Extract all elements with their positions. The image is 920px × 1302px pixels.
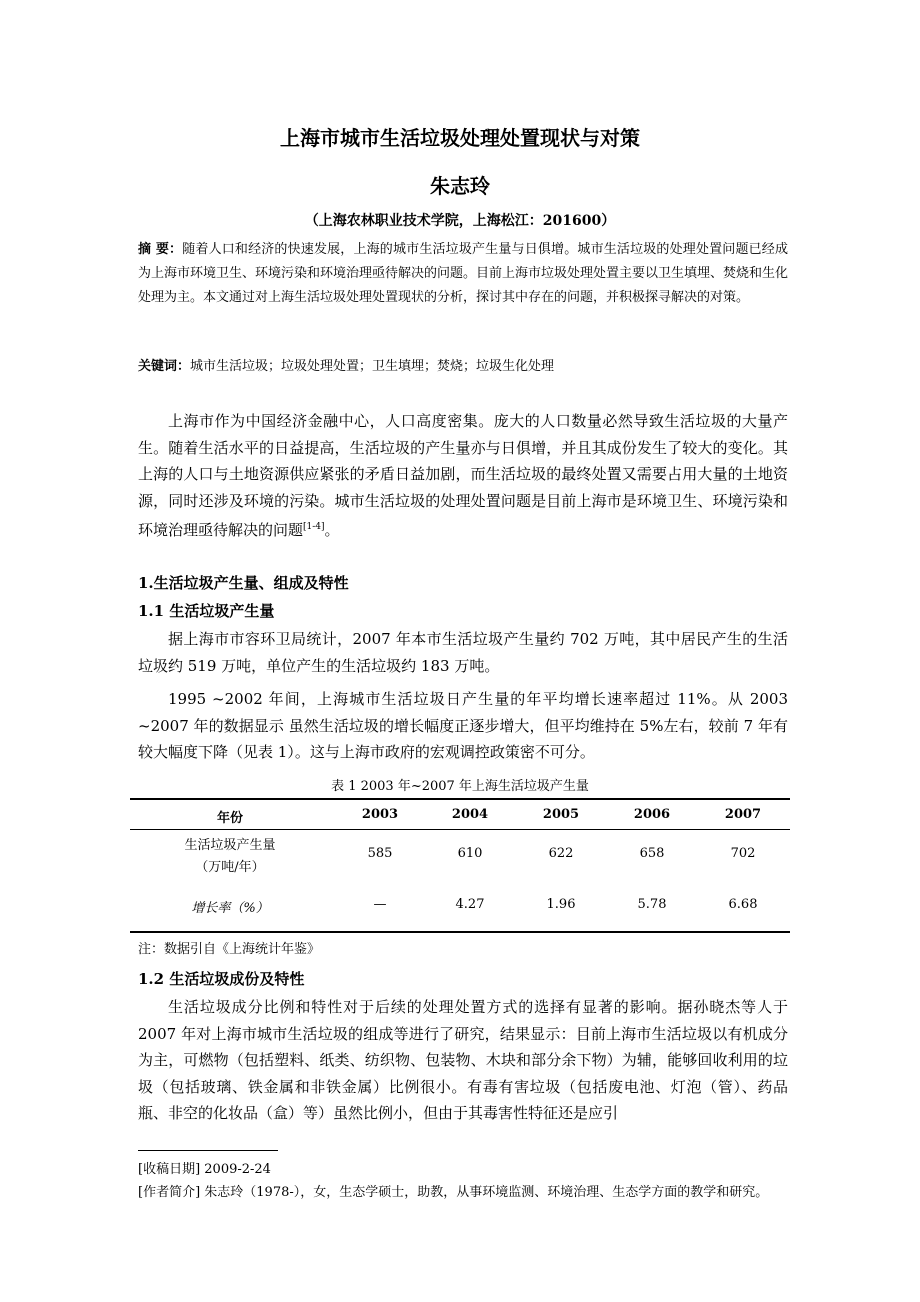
table-row-label: 增长率（%） [191,901,269,916]
author-affiliation: （上海农林职业技术学院，上海松江：201600） [304,213,616,229]
table-note: 注：数据引自《上海统计年鉴》 [138,942,321,957]
table-cell: — [373,897,387,912]
intro-citation: [1-4] [303,522,325,532]
intro-end: 。 [324,521,340,539]
table-cell: 658 [639,846,665,861]
table-row-label-unit: （万吨/年） [195,860,265,875]
abstract-label: 摘 要： [138,242,183,257]
table-bottom-rule [130,931,790,933]
intro-text: 上海市作为中国经济金融中心，人口高度密集。庞大的人口数量必然导致生活垃圾的大量产生。随着生活水平的日益提高，生活垃圾的产生量亦与日俱增，并且其成份发生了较大的变化。其上海的人口与土地资源供应紧张的矛盾日益加剧，而生活垃圾的最终处置又需要占用大量的土地资源，同时还涉及环境的污染。城市生活垃圾的处理处置问题是目前上海市是环境卫生、环境污染和环境治理亟待解决的问题 [138,412,788,539]
table-header-rule [130,829,790,830]
footnote-received-date: [收稿日期] 2009-2-24 [138,1162,271,1177]
table-header-cell: 年份 [216,811,243,826]
table-row-label: 生活垃圾产生量 [184,838,276,853]
table-header-cell: 2004 [451,807,489,822]
section-1-1-paragraph-2: 1995 ~2002 年间，上海城市生活垃圾日产生量的年平均增长速率超过 11%。从 2003 ~2007 年的数据显示 虽然生活垃圾的增长幅度正逐步增大，但平均维持在 5%左右，较前 7 年有较大幅度下降（见表 1）。这与上海市政府的宏观调控政策密不可分。 [138,690,788,761]
table-cell: 1.96 [546,897,576,912]
section-1-1-paragraph-1: 据上海市市容环卫局统计，2007 年本市生活垃圾产生量约 702 万吨，其中居民产生的生活垃圾约 519 万吨，单位产生的生活垃圾约 183 万吨。 [138,630,788,675]
table-caption: 表 1 2003 年~2007 年上海生活垃圾产生量 [331,779,589,794]
table-cell: 4.27 [455,897,485,912]
table-cell: 622 [548,846,574,861]
intro-paragraph [138,408,788,544]
keywords-label: 关键词： [138,359,191,374]
section-1-2-paragraph: 生活垃圾成分比例和特性对于后续的处理处置方式的选择有显著的影响。据孙晓杰等人于 2007 年对上海市城市生活垃圾的组成等进行了研究，结果显示：目前上海市生活垃圾以有机成分为主，可燃物（包括塑料、纸类、纺织物、包装物、木块和部分余下物）为辅，能够回收利用的垃圾（包括玻璃、铁金属和非铁金属）比例很小。有毒有害垃圾（包括废电池、灯泡（管）、药品瓶、非空的化妆品（盒）等）虽然比例小，但由于其毒害性特征还是应引 [138,998,788,1122]
keywords-text: 城市生活垃圾；垃圾处理处置；卫生填埋；焚烧；垃圾生化处理 [190,359,555,374]
section-1-2-heading: 1.2 生活垃圾成份及特性 [138,970,305,988]
table-cell: 5.78 [637,897,667,912]
section-1-1-heading: 1.1 生活垃圾产生量 [138,602,275,620]
table-cell: 702 [730,846,756,861]
footnote-divider [138,1150,278,1151]
table-header-cell: 2007 [724,807,762,822]
abstract-text: 随着人口和经济的快速发展，上海的城市生活垃圾产生量与日俱增。城市生活垃圾的处理处置问题已经成为上海市环境卫生、环境污染和环境治理亟待解决的问题。目前上海市垃圾处理处置主要以卫生填埋、焚烧和生化处理为主。本文通过对上海生活垃圾处理处置现状的分析，探讨其中存在的问题，并积极探寻解决的对策。 [138,242,789,305]
section-1-heading: 1.生活垃圾产生量、组成及特性 [138,574,349,592]
table-top-rule [130,798,790,800]
paper-title: 上海市城市生活垃圾处理处置现状与对策 [280,126,640,150]
table-cell: 6.68 [728,897,758,912]
table-cell: 585 [367,846,393,861]
footnote-author-bio: [作者简介] 朱志玲（1978-），女，生态学硕士，助教，从事环境监测、环境治理、生态学方面的教学和研究。 [138,1185,769,1200]
keywords [138,355,788,374]
table-header-cell: 2005 [542,807,580,822]
table-cell: 610 [457,846,483,861]
abstract [138,238,788,310]
table-header-cell: 2003 [361,807,399,822]
table-header-cell: 2006 [633,807,671,822]
author-name: 朱志玲 [430,174,490,198]
